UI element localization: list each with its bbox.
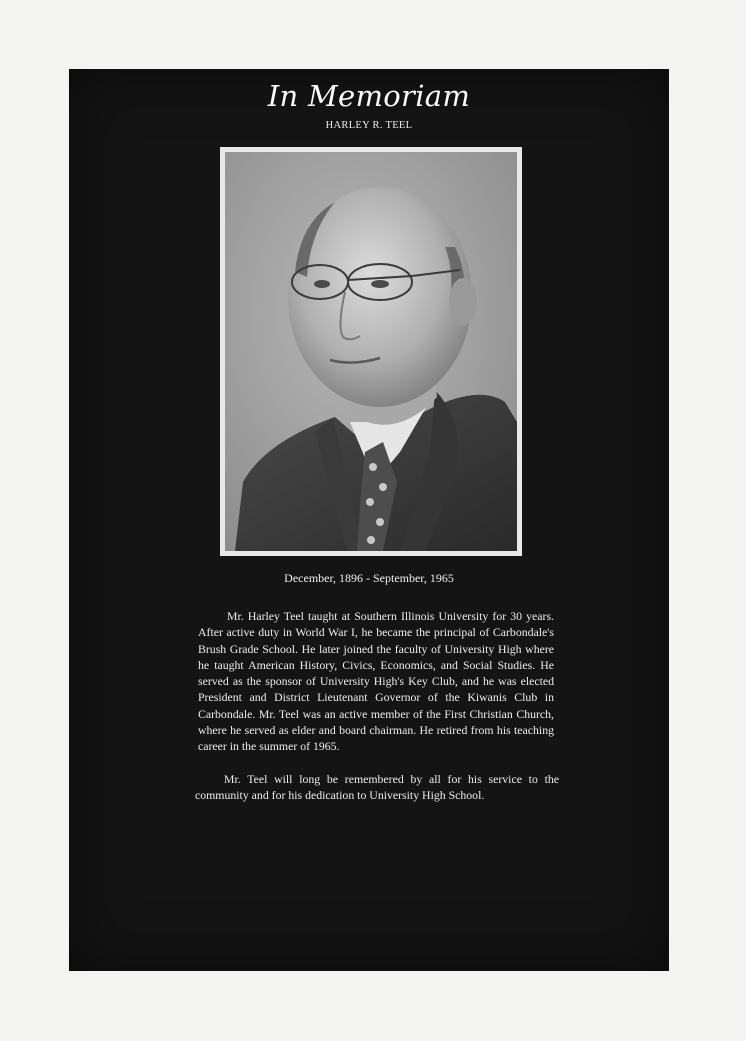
- memorial-text: [195, 608, 559, 803]
- memorial-panel: [69, 69, 669, 971]
- memorial-paragraph: Mr. Harley Teel taught at Southern Illinois University for 30 years. After active duty in World War I, he became the principal of Carbondale's Brush Grade School. He later joined the faculty of University High where he taught American History, Civics, Economics, and Social Studies. He served as the sponsor of University High's Key Club, and he was elected President and District Lieutenant Governor of the Kiwanis Club in Carbondale. Mr. Teel was an active member of the First Christian Church, where he served as elder and board chairman. He retired from his teaching career in the summer of 1965.: [198, 609, 554, 754]
- page-title: In Memoriam: [267, 79, 471, 113]
- portrait-frame: [220, 147, 522, 556]
- memorial-paragraph: Mr. Teel will long be remembered by all for his service to the community and for his dedication to University High School.: [195, 771, 559, 802]
- life-dates: December, 1896 - September, 1965: [284, 571, 454, 585]
- portrait-photo: [225, 152, 517, 551]
- memorial-name: HARLEY R. TEEL: [325, 120, 413, 131]
